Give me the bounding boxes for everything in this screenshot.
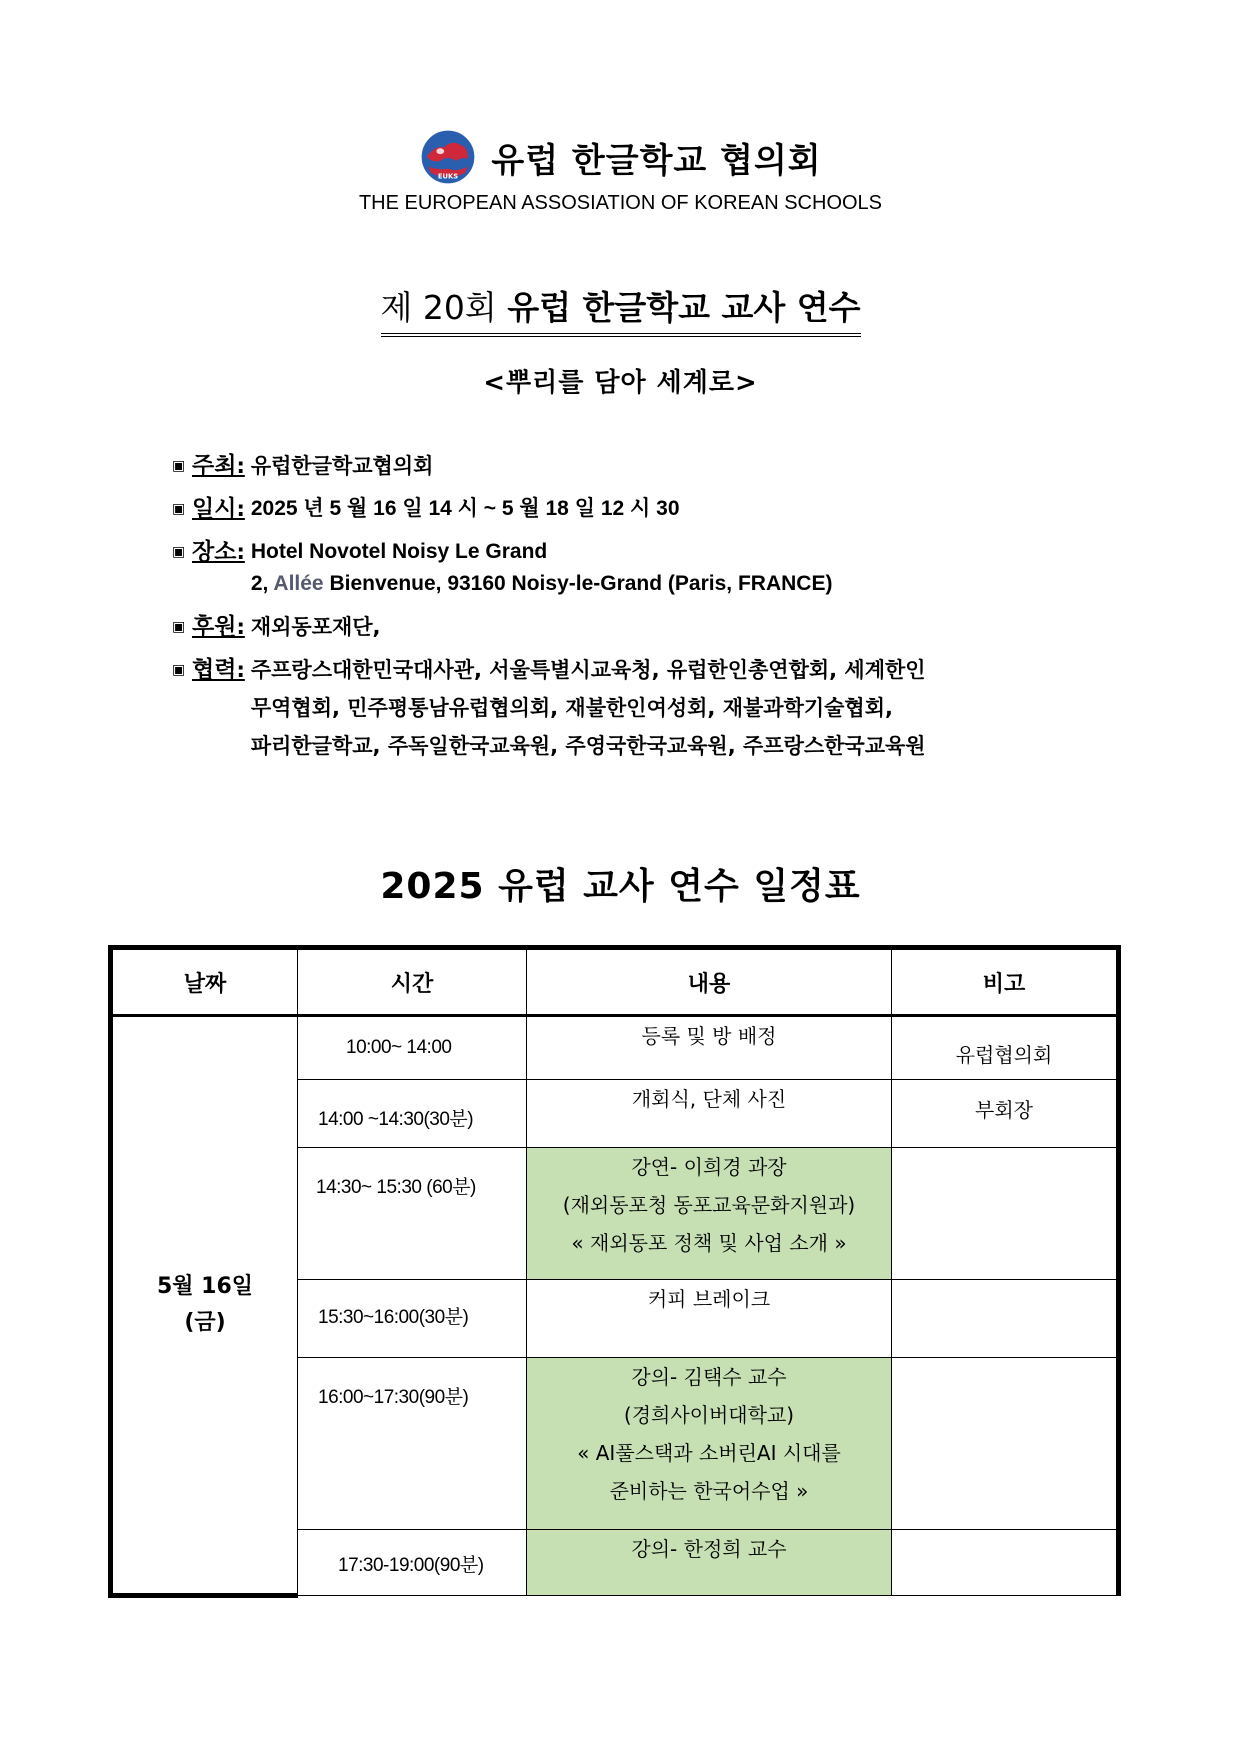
- content-cell: 강연- 이희경 과장 (재외동포청 동포교육문화지원과) « 재외동포 정책 및 사업 소개 »: [527, 1148, 892, 1280]
- info-sponsor-value: 재외동포재단,: [250, 615, 381, 639]
- event-title: [381, 282, 861, 337]
- header-date: 날짜: [111, 948, 298, 1016]
- header-note: 비고: [892, 948, 1119, 1016]
- info-venue-label: 장소: [192, 539, 237, 565]
- info-date-label: 일시: [192, 496, 237, 522]
- event-title-prefix: 제 20회: [380, 288, 497, 327]
- square-bullet-icon: ▣: [172, 662, 186, 678]
- schedule-header-row: [111, 948, 1119, 1016]
- time-cell: 14:00 ~14:30(30분): [298, 1080, 527, 1148]
- schedule-title: 2025 유럽 교사 연수 일정표: [380, 866, 861, 907]
- time-cell: 10:00~ 14:00: [298, 1016, 527, 1080]
- content-cell: 커피 브레이크: [527, 1280, 892, 1358]
- note-cell: 부회장: [892, 1080, 1119, 1148]
- info-host: ▣ 주최 : 유럽한글학교협의회: [172, 450, 1172, 482]
- org-name: 유럽 한글학교 협의회: [491, 140, 822, 181]
- square-bullet-icon: ▣: [172, 619, 186, 635]
- time-cell: 15:30~16:00(30분): [298, 1280, 527, 1358]
- info-coop-label: 협력: [192, 657, 237, 683]
- info-coop-line: 주프랑스대한민국대사관, 서울특별시교육청, 유럽한인총연합회, 세계한인: [250, 658, 926, 682]
- square-bullet-icon: ▣: [172, 458, 186, 474]
- event-title-main: 유럽 한글학교 교사 연수: [507, 288, 861, 327]
- weekday-line: (금): [184, 1310, 226, 1335]
- header-time: 시간: [298, 948, 527, 1016]
- info-coop-line: 파리한글학교, 주독일한국교육원, 주영국한국교육원, 주프랑스한국교육원: [250, 734, 926, 758]
- note-cell: [892, 1148, 1119, 1280]
- info-date: ▣ 일시 : 2025 년 5 월 16 일 14 시 ~ 5 월 18 일 12 시 30: [172, 493, 1172, 525]
- time-cell: 16:00~17:30(90분): [298, 1358, 527, 1530]
- note-cell: 유럽협의회: [892, 1016, 1119, 1080]
- square-bullet-icon: ▣: [172, 501, 186, 517]
- info-sponsor-label: 후원: [192, 614, 237, 640]
- date-cell: [111, 1016, 298, 1596]
- info-venue-name: Hotel Novotel Noisy Le Grand: [250, 540, 548, 563]
- time-cell: 17:30-19:00(90분): [298, 1530, 527, 1596]
- content-cell: 등록 및 방 배정: [527, 1016, 892, 1080]
- content-cell: 강의- 한정희 교수: [527, 1530, 892, 1596]
- info-cooperation: ▣ 협력 : 주프랑스대한민국대사관, 서울특별시교육청, 유럽한인총연합회, 세계한인 무역협회, 민주평통남유럽협의회, 재불한인여성회, 재불과학기술협회, 파리한글학교, 주독일한국교육원, 주영국한국교육원, 주프랑스한국교육원: [172, 654, 1172, 762]
- globe-logo-icon: [419, 128, 477, 186]
- org-line: [0, 128, 1241, 186]
- event-subtitle: <뿌리를 담아 세계로>: [483, 368, 758, 398]
- date-line: 5월 16일: [156, 1274, 254, 1299]
- event-info-list: [172, 450, 1172, 773]
- content-cell: 강의- 김택수 교수 (경희사이버대학교) « AI풀스택과 소버린AI 시대를 준비하는 한국어수업 »: [527, 1358, 892, 1530]
- org-english-name: THE EUROPEAN ASSOSIATION OF KOREAN SCHOOLS: [358, 192, 883, 214]
- note-cell: [892, 1358, 1119, 1530]
- note-cell: [892, 1530, 1119, 1596]
- table-row: [111, 1016, 1119, 1080]
- header-content: 내용: [527, 948, 892, 1016]
- square-bullet-icon: ▣: [172, 544, 186, 560]
- info-sponsor: ▣ 후원 : 재외동포재단,: [172, 611, 1172, 643]
- content-cell: 개회식, 단체 사진: [527, 1080, 892, 1148]
- event-title-wrap: [0, 282, 1241, 337]
- info-venue: ▣ 장소 : Hotel Novotel Noisy Le Grand 2, Allée Bienvenue, 93160 Noisy-le-Grand (Paris, FRANCE): [172, 536, 1172, 600]
- svg-text:EUKS: EUKS: [438, 172, 459, 181]
- org-header: [0, 128, 1241, 215]
- info-host-value: 유럽한글학교협의회: [250, 454, 434, 478]
- info-coop-line: 무역협회, 민주평통남유럽협의회, 재불한인여성회, 재불과학기술협회,: [250, 696, 893, 720]
- schedule-table: [108, 945, 1121, 1598]
- info-host-label: 주최: [192, 453, 237, 479]
- note-cell: [892, 1280, 1119, 1358]
- info-date-value: 2025 년 5 월 16 일 14 시 ~ 5 월 18 일 12 시 30: [250, 497, 680, 520]
- info-venue-address: 2, Allée Bienvenue, 93160 Noisy-le-Grand (Paris, FRANCE): [250, 572, 833, 595]
- time-cell: 14:30~ 15:30 (60분): [298, 1148, 527, 1280]
